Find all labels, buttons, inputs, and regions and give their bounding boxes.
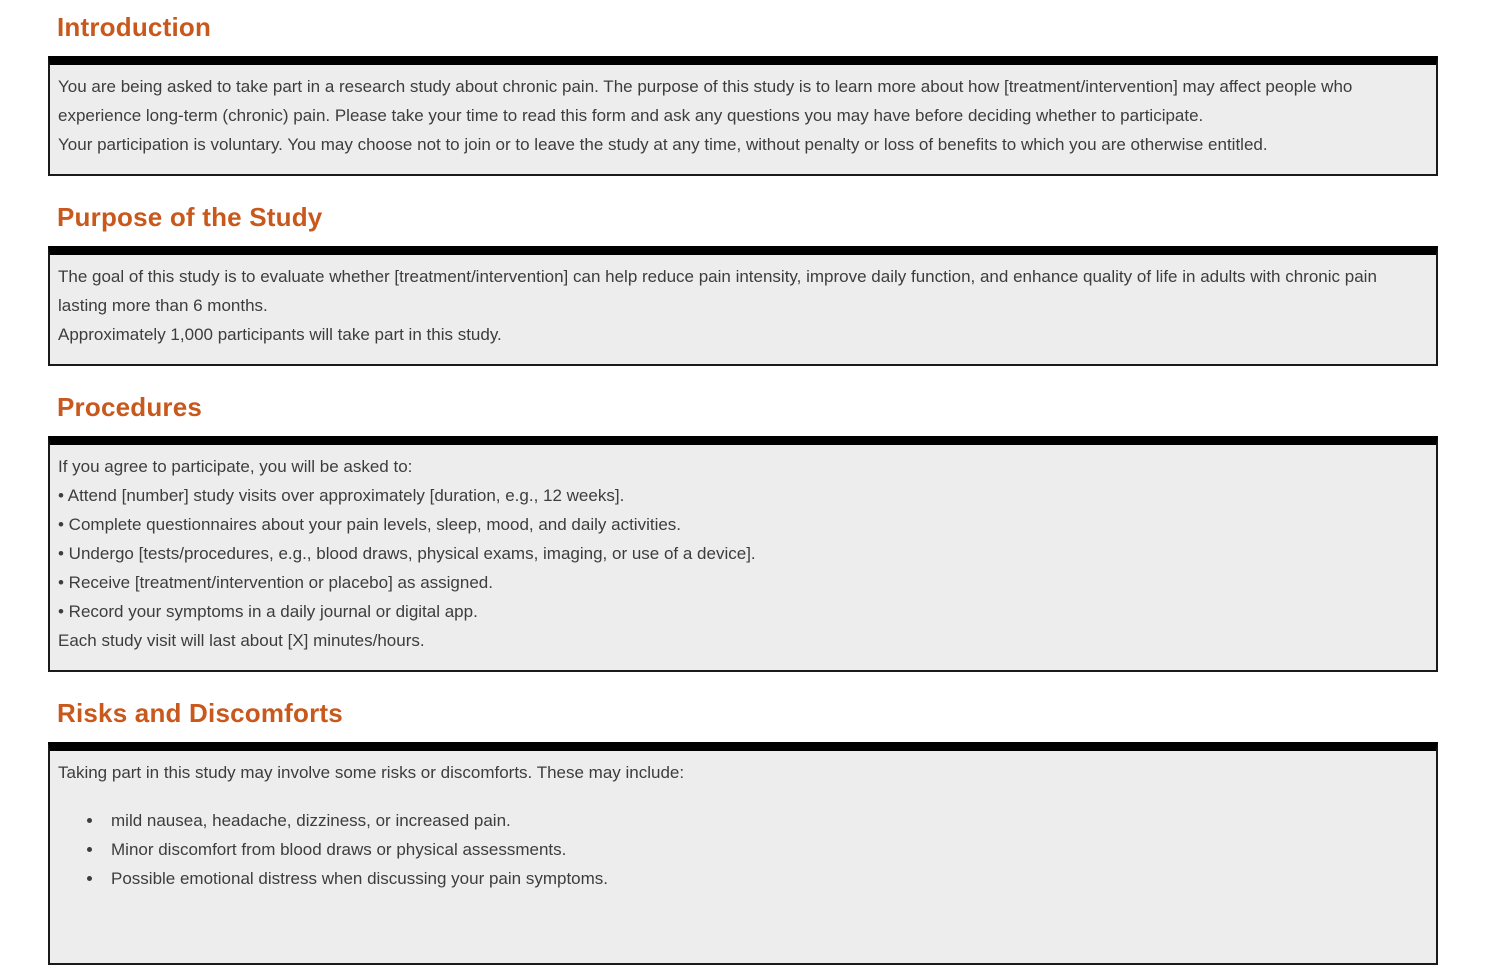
paragraph: You are being asked to take part in a research study about chronic pain. The purpose of this study is to learn more about how [treatment/intervention] may affect people who experience long-term (chronic) pain. Please take your time to read this form and ask any questions you may have before deciding whether to participate. (58, 77, 1353, 125)
list-item: • mild nausea, headache, dizziness, or increased pain. (104, 806, 1424, 835)
section-procedures (48, 392, 1438, 672)
section-box-purpose (48, 246, 1438, 366)
section-heading-procedures: Procedures (57, 392, 203, 422)
paragraph: • Receive [treatment/intervention or placebo] as assigned. (58, 573, 493, 592)
paragraph: • Complete questionnaires about your pain levels, sleep, mood, and daily activities. (58, 515, 682, 534)
list-item: • Minor discomfort from blood draws or physical assessments. (104, 835, 1424, 864)
section-box-introduction (48, 56, 1438, 176)
paragraph: The goal of this study is to evaluate whether [treatment/intervention] can help reduce pain intensity, improve daily function, and enhance quality of life in adults with chronic pain lasting more than 6 months. (58, 267, 1377, 315)
list-item: • Possible emotional distress when discussing your pain symptoms. (104, 864, 1424, 893)
paragraph: • Attend [number] study visits over approximately [duration, e.g., 12 weeks]. (58, 486, 625, 505)
paragraph: Each study visit will last about [X] minutes/hours. (58, 631, 425, 650)
section-heading-introduction: Introduction (57, 12, 212, 42)
section-heading-purpose: Purpose of the Study (57, 202, 323, 232)
paragraph: Approximately 1,000 participants will take part in this study. (58, 325, 502, 344)
section-box-procedures (48, 436, 1438, 672)
section-heading-risks: Risks and Discomforts (57, 698, 343, 728)
paragraph: • Undergo [tests/procedures, e.g., blood draws, physical exams, imaging, or use of a device]. (58, 544, 756, 563)
section-purpose (48, 202, 1438, 366)
section-box-risks (48, 742, 1438, 965)
paragraph: If you agree to participate, you will be asked to: (58, 457, 413, 476)
section-risks (48, 698, 1438, 965)
paragraph: • Record your symptoms in a daily journal or digital app. (58, 602, 478, 621)
risks-list (58, 806, 1424, 893)
paragraph: Taking part in this study may involve some risks or discomforts. These may include: (58, 763, 685, 782)
paragraph: Your participation is voluntary. You may choose not to join or to leave the study at any time, without penalty or loss of benefits to which you are otherwise entitled. (58, 135, 1268, 154)
section-introduction (48, 12, 1438, 176)
